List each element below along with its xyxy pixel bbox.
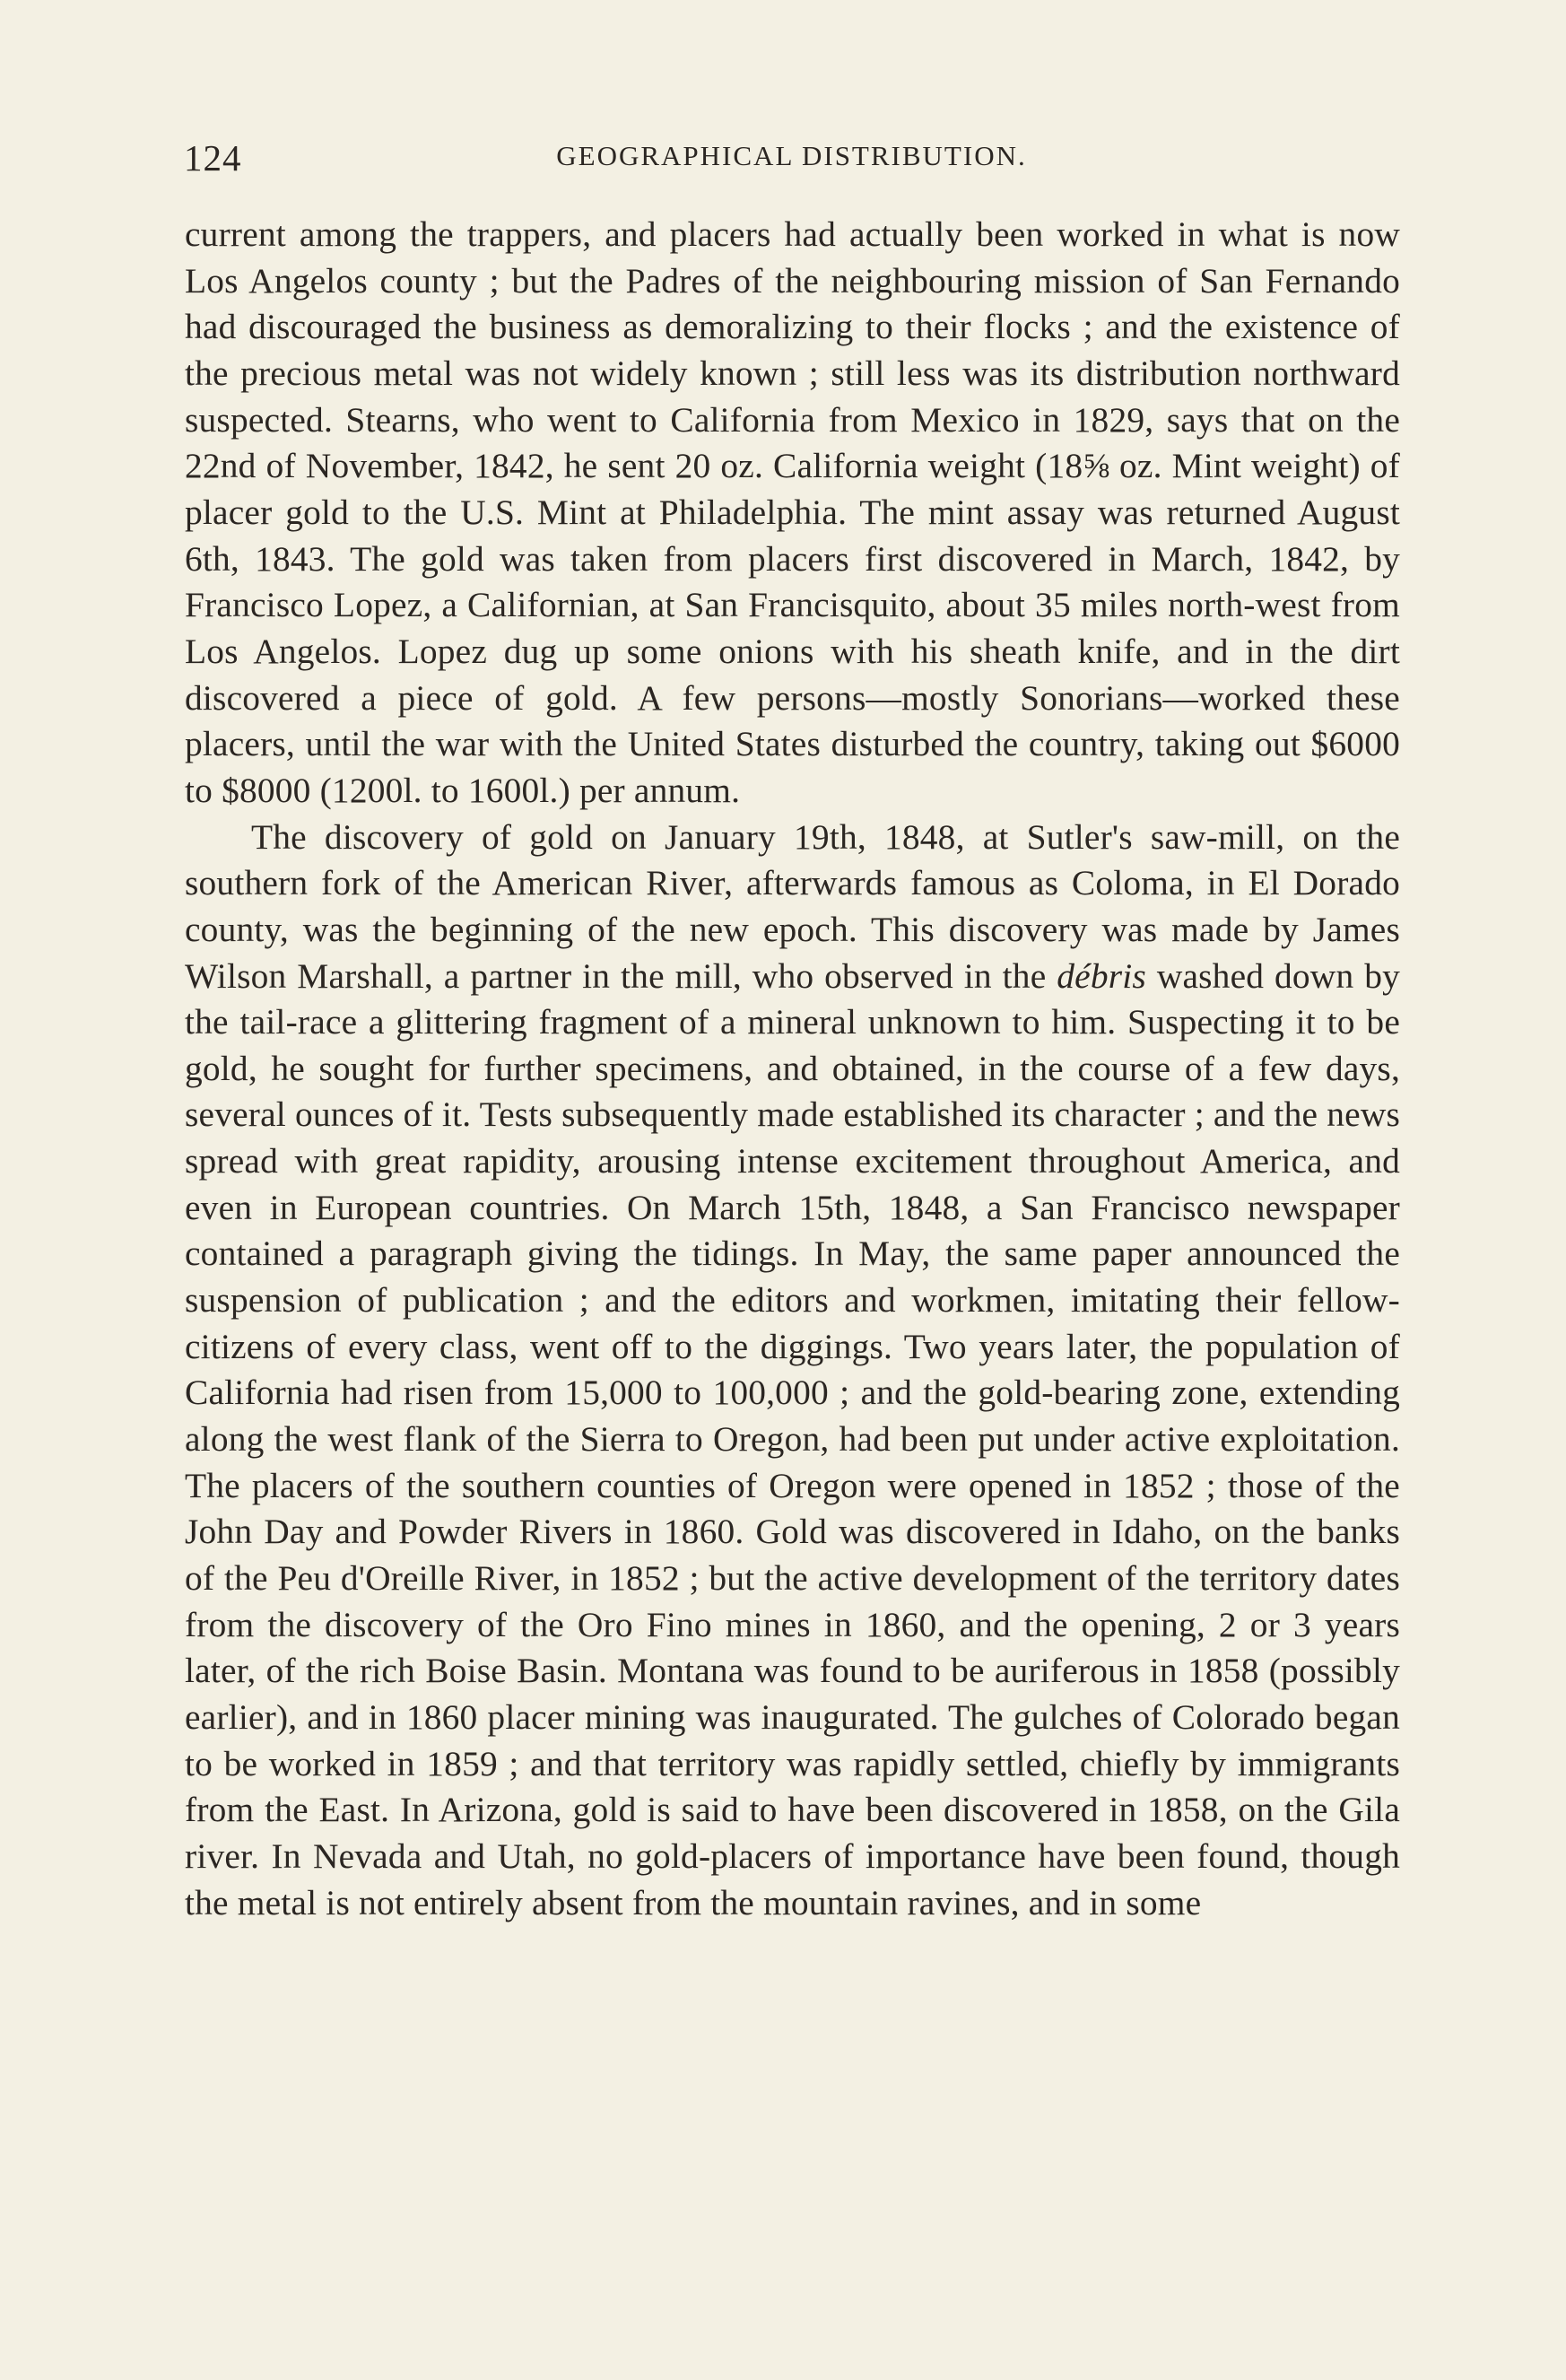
page-header <box>184 136 1399 187</box>
paragraph-2-part-1: The discovery of gold on January 19th, 1848, at Sutler's saw-mill, on the southern fork of the American River, afterwards famous as Coloma, in El Dorado county, was the beginning of the new epoch. This discovery was made by James Wilson Marshall, a partner in the mill, who observed in the <box>185 816 1400 996</box>
paragraph-2-part-2: washed down by the tail-race a glittering fragment of a mineral unknown to him. Suspecting it to be gold, he sought for further specimens, and obtained, in the course of a few days, several ounces of it. Tests subsequently made established its character ; and the news spread with great rapidity, arousing intense excitement throughout America, and even in European countries. On March 15th, 1848, a San Francisco newspaper contained a paragraph giving the tidings. In May, the same paper announced the suspension of publication ; and the editors and workmen, imitating their fellow-citizens of every class, went off to the diggings. Two years later, the population of California had risen from 15,000 to 100,000 ; and the gold-bearing zone, extending along the west flank of the Sierra to Oregon, had been put under active exploitation. The placers of the southern counties of Oregon were opened in 1852 ; those of the John Day and Powder Rivers in 1860. Gold was discovered in Idaho, on the banks of the Peu d'Oreille River, in 1852 ; but the active development of the territory dates from the discovery of the Oro Fino mines in 1860, and the opening, 2 or 3 years later, of the rich Boise Basin. Montana was found to be auriferous in 1858 (possibly earlier), and in 1860 placer mining was inaugurated. The gulches of Colorado began to be worked in 1859 ; and that territory was rapidly settled, chiefly by immigrants from the East. In Arizona, gold is said to have been discovered in 1858, on the Gila river. In Nevada and Utah, no gold-placers of importance have been found, though the metal is not entirely absent from the mountain ravines, and in some <box>185 955 1400 1922</box>
running-title: GEOGRAPHICAL DISTRIBUTION. <box>556 140 1027 171</box>
italic-term: débris <box>1057 955 1146 996</box>
paragraph-1: current among the trappers, and placers had actually been worked in what is now Los Angelos county ; but the Padres of the neighbouring mission of San Fernando had discouraged the business as demoralizing to their flocks ; and the existence of the precious metal was not widely known ; still less was its distribution northward suspected. Stearns, who went to California from Mexico in 1829, says that on the 22nd of November, 1842, he sent 20 oz. California weight (18⅝ oz. Mint weight) of placer gold to the U.S. Mint at Philadelphia. The mint assay was returned August 6th, 1843. The gold was taken from placers first discovered in March, 1842, by Francisco Lopez, a Californian, at San Francisquito, about 35 miles north-west from Los Angelos. Lopez dug up some onions with his sheath knife, and in the dirt discovered a piece of gold. A few persons—mostly Sonorians—worked these placers, until the war with the United States disturbed the country, taking out $6000 to $8000 (1200l. to 1600l.) per annum. <box>185 214 1400 810</box>
paragraph-2 <box>185 815 1400 1927</box>
page-number: 124 <box>184 137 242 179</box>
body-text <box>185 212 1400 1926</box>
